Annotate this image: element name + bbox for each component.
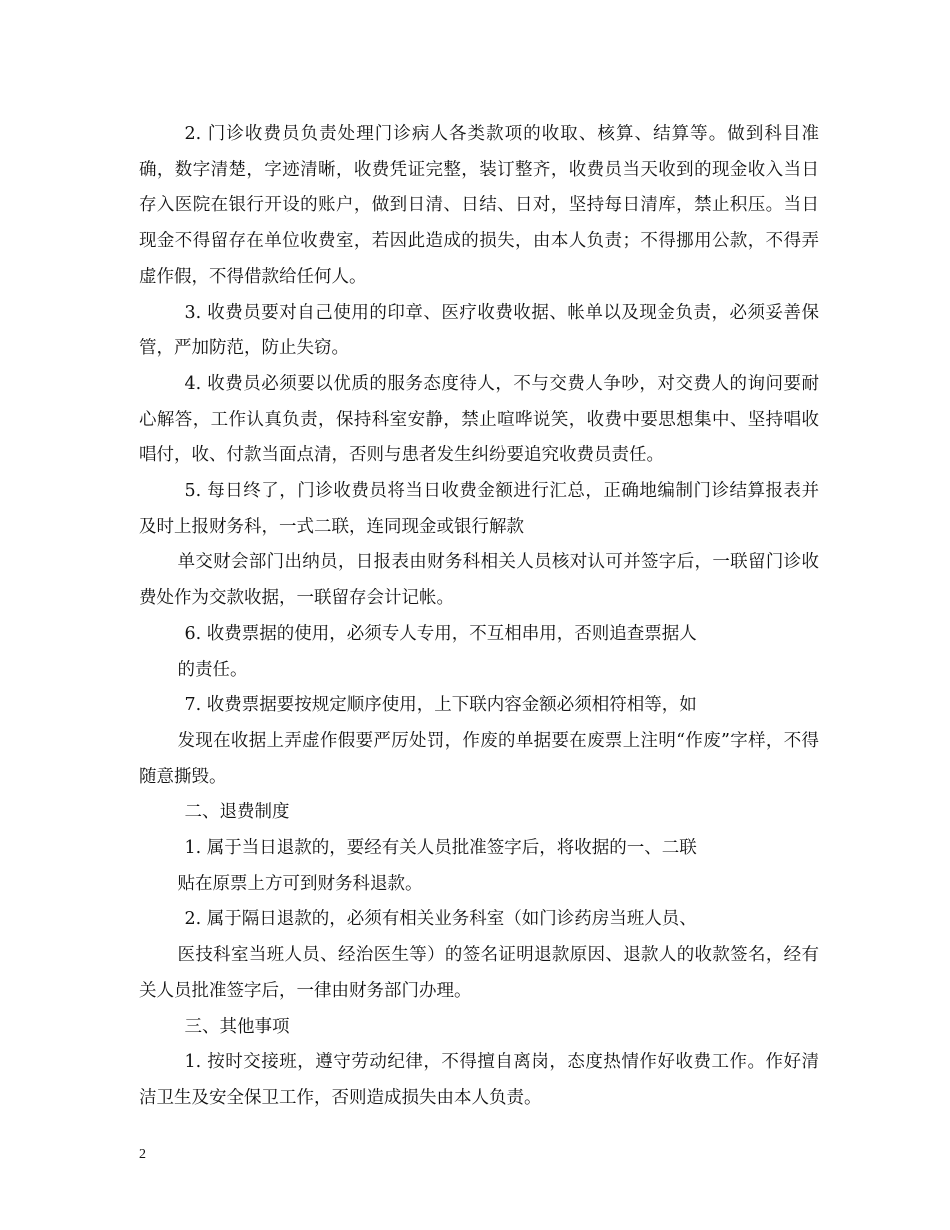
paragraph-seal-custody: 3. 收费员要对自己使用的印章、医疗收费收据、帐单以及现金负责，必须妥善保管，严加防范，防止失窃。 (139, 302, 819, 359)
paragraph-daily-summary-continued: 单交财会部门出纳员，日报表由财务科相关人员核对认可并签字后，一联留门诊收费处作为交款收据，一联留存会计记帐。 (139, 552, 819, 609)
section-heading-other: 三、其他事项 (184, 1016, 290, 1037)
paragraph-same-day-refund-continued: 贴在原票上方可到财务科退款。 (177, 873, 423, 894)
document-body (139, 117, 819, 1117)
paragraph-next-day-refund-continued: 医技科室当班人员、经治医生等）的签名证明退款原因、退款人的收款签名，经有关人员批准签字后，一律由财务部门办理。 (139, 945, 819, 1001)
page-number: 2 (139, 1147, 146, 1162)
paragraph-shift-handover: 1. 按时交接班，遵守劳动纪律，不得擅自离岗，态度热情作好收费工作。作好清洁卫生及安全保卫工作，否则造成损失由本人负责。 (139, 1052, 819, 1108)
section-heading-refund: 二、退费制度 (184, 802, 290, 823)
paragraph-receipt-usage-continued: 的责任。 (177, 659, 248, 680)
paragraph-daily-summary: 5. 每日终了，门诊收费员将当日收费金额进行汇总，正确地编制门诊结算报表并及时上报财务科，一式二联，连同现金或银行解款 (139, 481, 819, 537)
paragraph-next-day-refund: 2. 属于隔日退款的，必须有相关业务科室（如门诊药房当班人员、 (184, 909, 697, 930)
paragraph-receipt-order-continued: 发现在收据上弄虚作假要严厉处罚，作废的单据要在废票上注明“作废”字样，不得随意撕毁。 (139, 730, 819, 787)
paragraph-receipt-order: 7. 收费票据要按规定顺序使用，上下联内容金额必须相符相等，如 (184, 695, 697, 716)
paragraph-service-attitude: 4. 收费员必须要以优质的服务态度待人，不与交费人争吵，对交费人的询问要耐心解答，工作认真负责，保持科室安静，禁止喧哗说笑，收费中要思想集中、坚持唱收唱付，收、付款当面点清，否则与患者发生纠纷要追究收费员责任。 (139, 373, 819, 466)
paragraph-cashier-duties: 2. 门诊收费员负责处理门诊病人各类款项的收取、核算、结算等。做到科目准确，数字清楚，字迹清晰，收费凭证完整，装订整齐，收费员当天收到的现金收入当日存入医院在银行开设的账户，做到日清、日结、日对，坚持每日清库，禁止积压。当日现金不得留存在单位收费室，若因此造成的损失，由本人负责；不得挪用公款，不得弄虚作假，不得借款给任何人。 (139, 124, 819, 287)
paragraph-receipt-usage: 6. 收费票据的使用，必须专人专用，不互相串用，否则追查票据人 (184, 623, 697, 644)
paragraph-same-day-refund: 1. 属于当日退款的，要经有关人员批准签字后，将收据的一、二联 (184, 838, 697, 859)
